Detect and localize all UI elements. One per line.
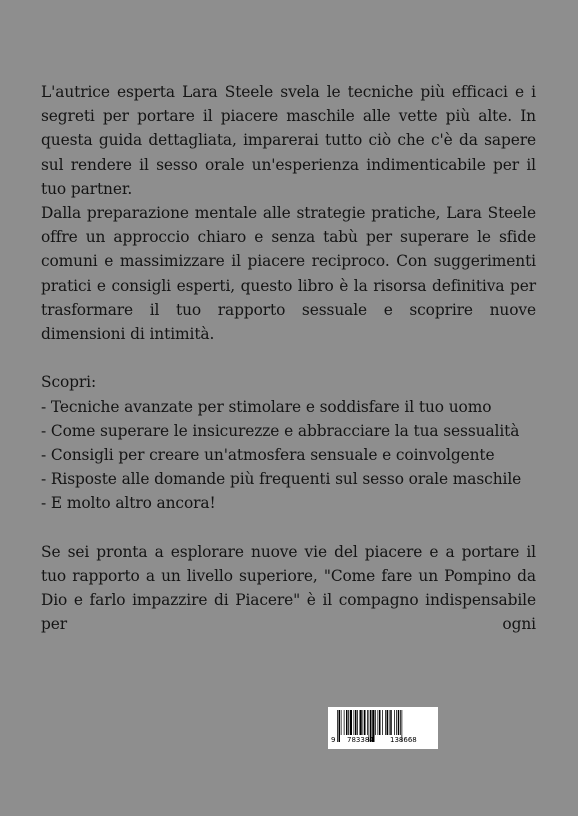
barcode-bar bbox=[355, 710, 357, 735]
barcode-bar bbox=[375, 710, 376, 735]
barcode-right-digits: 138668 bbox=[390, 736, 417, 744]
list-item: - Consigli per creare un'atmosfera sensuale e coinvolgente bbox=[41, 446, 495, 465]
barcode-bar bbox=[357, 710, 358, 735]
barcode-bar bbox=[382, 710, 383, 735]
paragraph-gap bbox=[41, 516, 536, 540]
barcode-bar bbox=[346, 710, 348, 735]
list-item: - Come superare le insicurezze e abbracciare la tua sessualità bbox=[41, 421, 520, 440]
barcode-bar bbox=[389, 710, 390, 735]
paragraph-closing: Se sei pronta a esplorare nuove vie del piacere e a portare il tuo rapporto a un livello superiore, "Come fare un Pompino da Dio e farlo impazzire di Piacere" è il compagno indispensabile per ogni bbox=[41, 542, 536, 634]
barcode-bar bbox=[344, 710, 345, 735]
barcode-bar bbox=[341, 710, 342, 735]
isbn-barcode bbox=[328, 707, 438, 749]
barcode-bars bbox=[328, 707, 438, 749]
barcode-bar bbox=[364, 710, 366, 735]
barcode-bar bbox=[354, 710, 355, 735]
list-heading: Scopri: bbox=[41, 373, 97, 392]
barcode-bar bbox=[390, 710, 392, 735]
discover-list bbox=[41, 370, 536, 515]
barcode-bar bbox=[363, 710, 364, 735]
barcode-bar bbox=[385, 710, 386, 735]
paragraph-gap bbox=[41, 346, 536, 370]
barcode-bar bbox=[398, 710, 400, 735]
barcode-bar bbox=[394, 710, 395, 735]
barcode-left-digits: 783384 bbox=[347, 736, 374, 744]
list-item: - E molto altro ancora! bbox=[41, 494, 216, 513]
paragraph-intro: L'autrice esperta Lara Steele svela le tecniche più efficaci e i segreti per portare il piacere maschile alle vette più alte. In questa guida dettagliata, imparerai tutto ciò che c'è da sapere sul rendere il sesso orale un'esperienza indimenticabile per il tuo partner. bbox=[41, 83, 536, 198]
barcode-bar bbox=[350, 710, 352, 735]
list-item: - Tecniche avanzate per stimolare e soddisfare il tuo uomo bbox=[41, 397, 492, 416]
barcode-bar bbox=[396, 710, 397, 735]
barcode-bar bbox=[339, 710, 341, 742]
barcode-bar bbox=[348, 710, 349, 735]
barcode-bar bbox=[400, 710, 401, 735]
barcode-bar bbox=[360, 710, 362, 735]
barcode-bar bbox=[387, 710, 389, 735]
description-text bbox=[41, 80, 536, 637]
barcode-first-digit: 9 bbox=[331, 736, 336, 744]
barcode-bar bbox=[367, 710, 368, 735]
barcode-bar bbox=[337, 710, 338, 742]
barcode-bar bbox=[379, 710, 381, 735]
barcode-bar bbox=[378, 710, 379, 735]
list-item: - Risposte alle domande più frequenti sul sesso orale maschile bbox=[41, 470, 522, 489]
paragraph-approach: Dalla preparazione mentale alle strategie pratiche, Lara Steele offre un approccio chiaro e senza tabù per superare le sfide comuni e massimizzare il piacere reciproco. Con suggerimenti pratici e consigli esperti, questo libro è la risorsa definitiva per trasformare il tuo rapporto sessuale e scoprire nuove dimensioni di intimità. bbox=[41, 204, 536, 344]
